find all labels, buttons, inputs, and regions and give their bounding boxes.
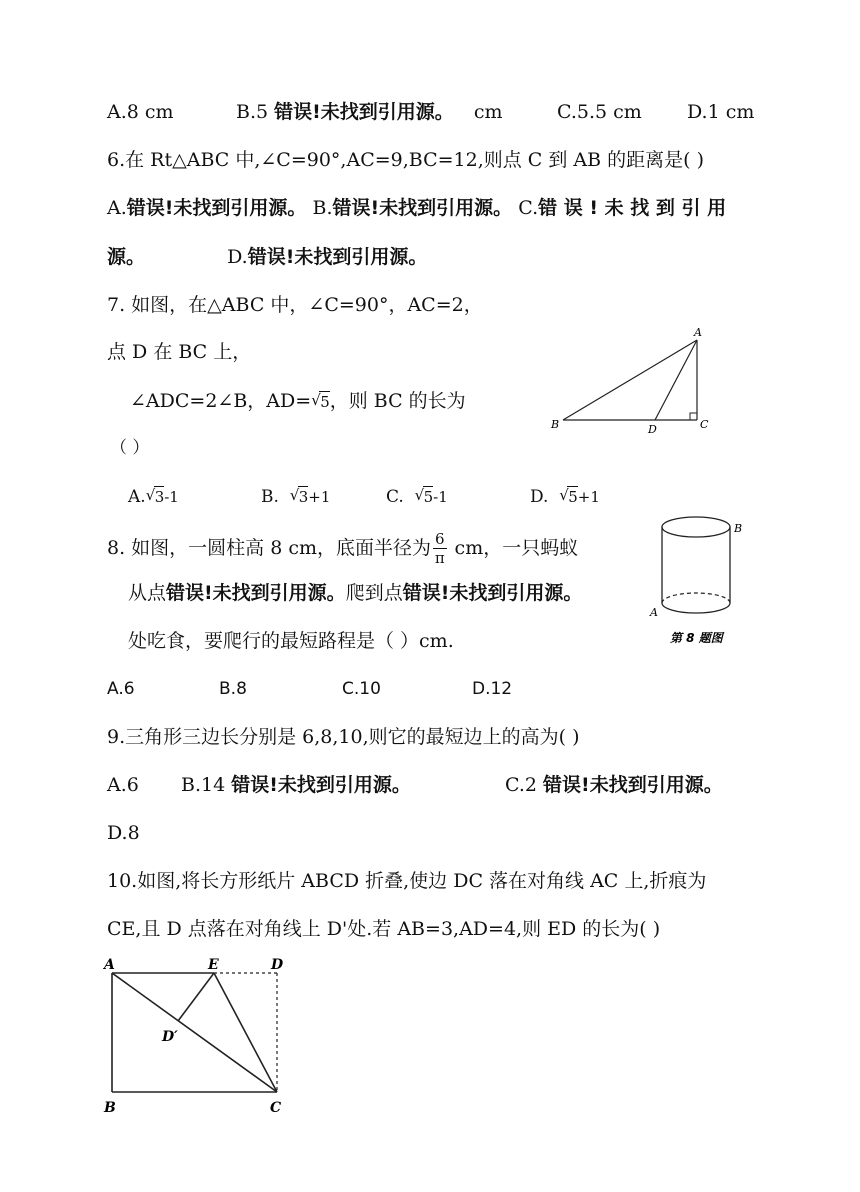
q10-rectangle-figure xyxy=(100,955,300,1120)
q7-option-b: B. √ 3+1 xyxy=(261,485,330,509)
q8-option-d: D.12 xyxy=(472,679,513,699)
q7-label-b: B xyxy=(551,418,560,431)
q10-label-b: B xyxy=(104,1100,116,1116)
q8-cylinder-bottom-back xyxy=(662,593,730,603)
q10-fold-ce xyxy=(214,973,277,1092)
q10-label-d: D xyxy=(271,957,284,973)
q8-cylinder-figure xyxy=(646,510,756,650)
q9-option-b: B.14 错误!未找到引用源。 xyxy=(181,774,411,796)
q7-line2: 点 D 在 BC 上， xyxy=(107,341,252,363)
q6-options-line2: 源。 D.错误!未找到引用源。 xyxy=(107,246,428,268)
q6-stem: 6.在 Rt△ABC 中,∠C=90°,AC=9,BC=12,则点 C 到 AB 的距离是( ) xyxy=(107,149,705,171)
q9-option-d: D.8 xyxy=(107,822,140,844)
q7-label-a: A xyxy=(694,326,702,339)
q9-stem: 9.三角形三边长分别是 6,8,10,则它的最短边上的高为( ) xyxy=(107,726,580,748)
q10-diagonal-ac xyxy=(112,973,277,1092)
q7-right-angle-mark xyxy=(690,413,697,420)
q10-line1: 10.如图,将长方形纸片 ABCD 折叠,使边 DC 落在对角线 AC 上,折痕为 xyxy=(107,870,707,892)
q8-label-b: B xyxy=(734,522,743,535)
q7-line3: ∠ADC=2∠B，AD=√ 5，则 BC 的长为 xyxy=(130,389,466,414)
q9-option-a: A.6 xyxy=(107,774,139,796)
q5-option-a: A.8 cm xyxy=(107,101,174,123)
q10-edge-ed-prime xyxy=(178,973,214,1021)
q7-edge-ab xyxy=(563,340,697,420)
q10-label-c: C xyxy=(270,1100,282,1116)
q6-options-line1: A.错误!未找到引用源。 B.错误!未找到引用源。 C.错 误 ! 未 找 到 引 用 xyxy=(107,197,727,219)
q7-paren: （ ） xyxy=(110,438,150,458)
q7-label-d: D xyxy=(648,423,657,436)
q7-label-c: C xyxy=(700,418,709,431)
q7-option-c: C. √ 5-1 xyxy=(386,485,448,509)
q8-cylinder-top xyxy=(662,517,730,537)
q10-label-e: E xyxy=(208,957,219,973)
q5-option-d: D.1 cm xyxy=(687,101,755,123)
q5-option-b: B.5 错误!未找到引用源。 cm xyxy=(236,101,503,123)
q7-line1: 7. 如图，在△ABC 中，∠C=90°，AC=2， xyxy=(107,294,483,316)
q8-line2: 从点错误!未找到引用源。爬到点错误!未找到引用源。 xyxy=(128,582,583,604)
q10-label-a: A xyxy=(104,957,115,973)
q7-option-d: D. √ 5+1 xyxy=(530,485,600,509)
q5-option-c: C.5.5 cm xyxy=(557,101,642,123)
q9-option-c: C.2 错误!未找到引用源。 xyxy=(505,774,723,796)
q8-fraction: $\frac{6}{\pi}$ xyxy=(434,529,445,567)
q5-option-b-error: 错误!未找到引用源。 xyxy=(274,101,454,123)
q7-triangle-figure xyxy=(545,322,725,437)
q8-label-a: A xyxy=(650,606,658,619)
q8-option-c: C.10 xyxy=(342,679,381,699)
q8-line3: 处吃食，要爬行的最短路程是（ ）cm. xyxy=(128,630,454,652)
q8-option-b: B.8 xyxy=(219,679,247,699)
q8-option-a: A.6 xyxy=(107,679,135,699)
q8-cylinder-bottom-front xyxy=(662,603,730,613)
q7-option-a: A.√ 3-1 xyxy=(128,485,179,509)
q10-line2: CE,且 D 点落在对角线上 D'处.若 AB=3,AD=4,则 ED 的长为( ) xyxy=(107,918,661,940)
q10-label-dprime: D′ xyxy=(162,1029,178,1045)
q8-caption: 第 8 题图 xyxy=(670,631,723,645)
q8-line1: 8. 如图，一圆柱高 8 cm，底面半径为 $\frac{6}{\pi}$ cm，一只蚂蚁 xyxy=(107,529,579,567)
